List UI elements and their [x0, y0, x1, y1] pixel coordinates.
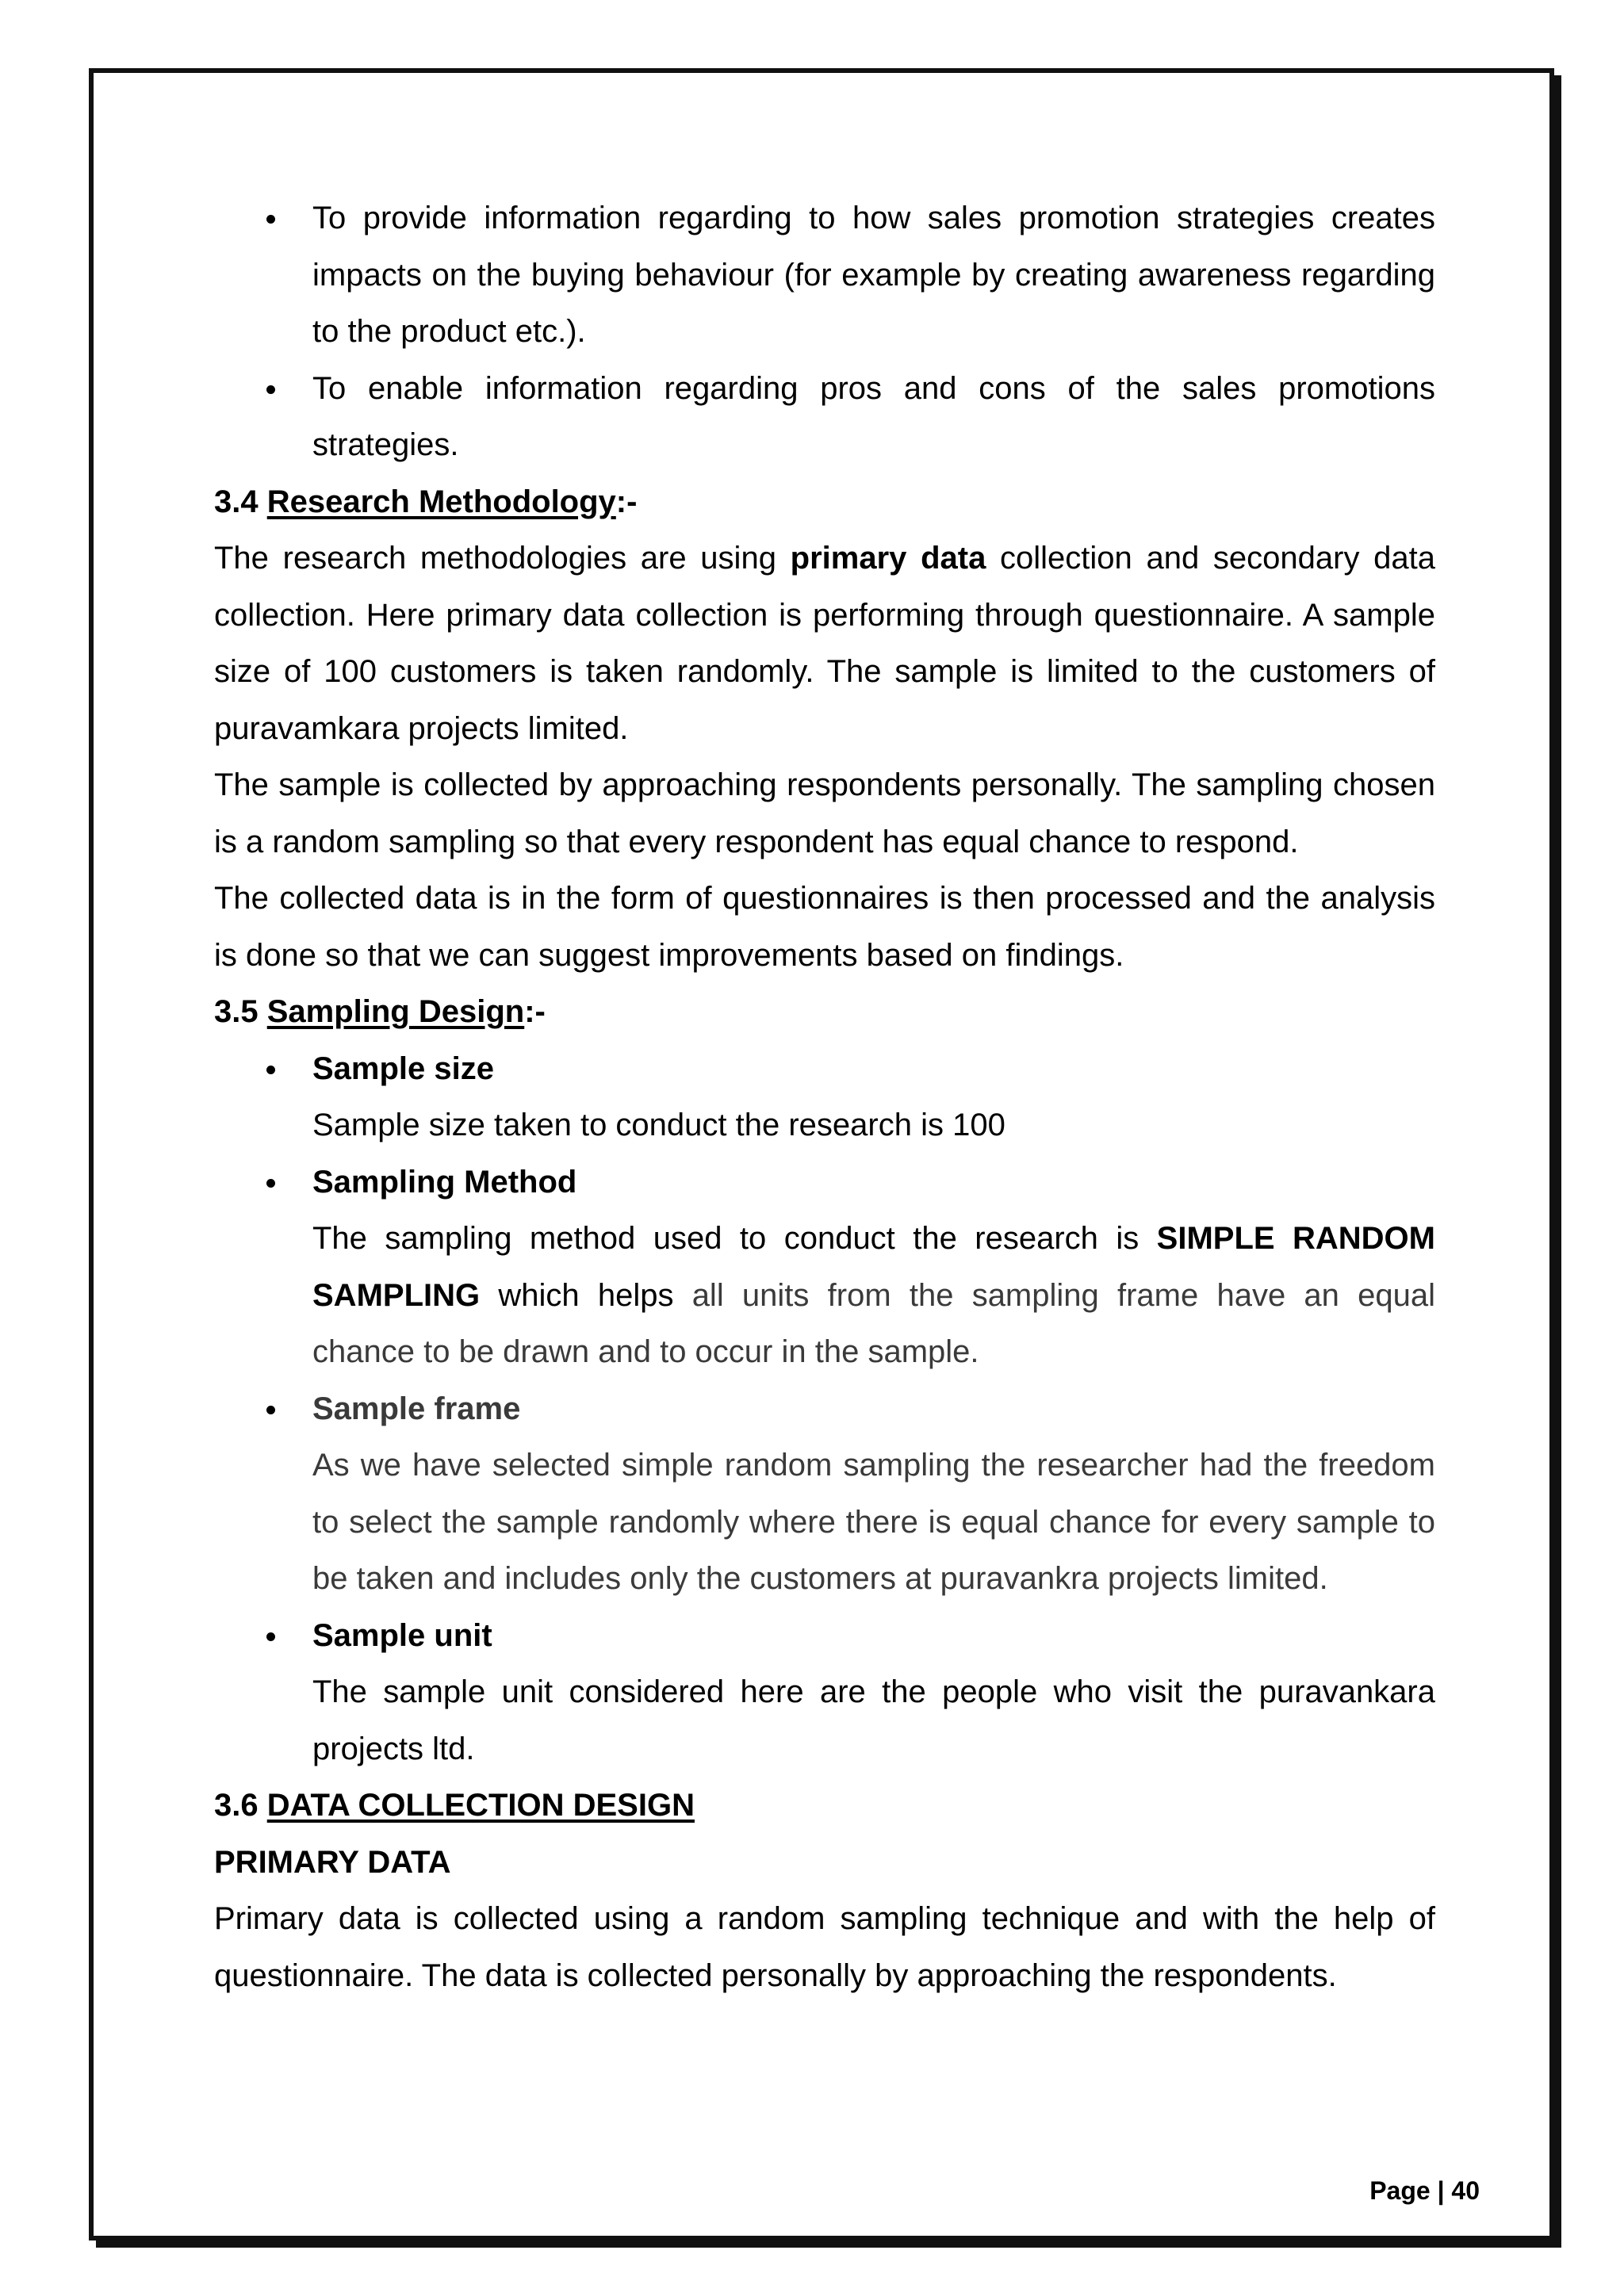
list-item: To enable information regarding pros and cons of the sales promotions strategies. — [214, 361, 1435, 474]
sampling-method-text: The sampling method used to conduct the research is SIMPLE RANDOM SAMPLING which helps all units from the sampling frame have an equal chance to be drawn and to occur in the sample. — [312, 1221, 1436, 1369]
paragraph: The research methodologies are using primary data collection and secondary data collection. Here primary data collection is performing through questionnaire. A sample size of 100 customers is taken randomly. The sample is limited to the customers of puravamkara projects limited. — [214, 541, 1435, 746]
sample-unit-text: The sample unit considered here are the people who visit the puravankara projects ltd. — [312, 1674, 1435, 1766]
section-heading-3-5: 3.5 Sampling Design:- — [214, 994, 546, 1029]
section-title: DATA COLLECTION DESIGN — [266, 1788, 695, 1823]
sample-size-text: Sample size taken to conduct the research is 100 — [312, 1108, 1005, 1142]
paragraph: The sample is collected by approaching respondents personally. The sampling chosen is a random sampling so that every respondent has equal chance to respond. — [214, 767, 1435, 859]
page-number: Page | 40 — [1369, 2176, 1480, 2205]
sample-size-label: Sample size — [214, 1041, 1435, 1098]
sample-unit-label: Sample unit — [214, 1608, 1435, 1665]
list-item: To provide information regarding to how sales promotion strategies creates impacts on the buying behaviour (for example by creating awareness regarding to the product etc.). — [214, 190, 1435, 361]
section-title: Sampling Design — [266, 994, 525, 1029]
section-heading-3-4: 3.4 Research Methodology:- — [214, 484, 638, 519]
section-title: Research Methodology — [266, 484, 616, 519]
section-heading-3-6: 3.6 DATA COLLECTION DESIGN — [214, 1788, 695, 1823]
sampling-method-label: Sampling Method — [214, 1154, 1435, 1211]
page-content — [214, 190, 1435, 2004]
sample-frame-label: Sample frame — [214, 1381, 1435, 1438]
sample-frame-text: As we have selected simple random sampling the researcher had the freedom to select the sample randomly where there is equal chance for every sample to be taken and includes only the customers at puravankra projects limited. — [312, 1448, 1435, 1596]
subheading: PRIMARY DATA — [214, 1844, 451, 1880]
paragraph: The collected data is in the form of questionnaires is then processed and the analysis is done so that we can suggest improvements based on findings. — [214, 881, 1435, 973]
paragraph: Primary data is collected using a random sampling technique and with the help of questionnaire. The data is collected personally by approaching the respondents. — [214, 1901, 1435, 1993]
